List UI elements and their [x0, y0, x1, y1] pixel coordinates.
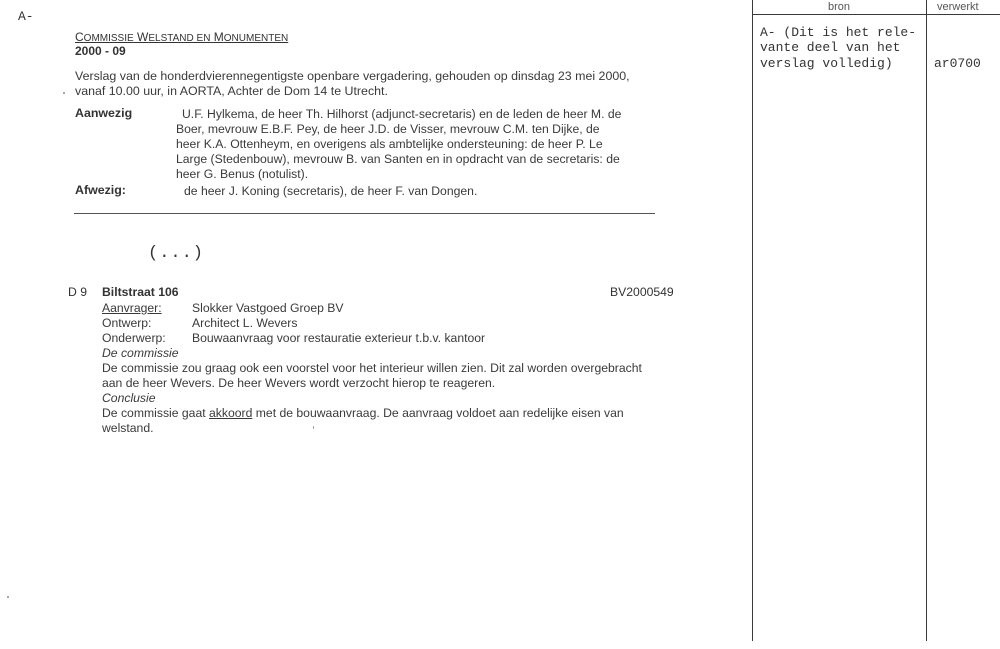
conclusion-text-post: met de bouwaanvraag. De aanvraag voldoet aan redelijke eisen van: [252, 406, 624, 420]
omission-marker: (...): [148, 244, 205, 263]
design-value: Architect L. Wevers: [192, 316, 298, 330]
source-note-line-3: verslag volledig): [760, 56, 893, 71]
corner-marker: A-: [18, 9, 34, 24]
commission-line-1: De commissie zou graag ook een voorstel voor het interieur willen zien. Dit zal worden overgebracht: [102, 361, 642, 375]
document-number: 2000 - 09: [75, 44, 126, 58]
table-border-left: [752, 0, 753, 641]
subject-label: Onderwerp:: [102, 331, 166, 345]
table-border-middle: [926, 0, 927, 641]
present-line-3: heer K.A. Ottenheym, en overigens als ambtelijke ondersteuning: de heer P. Le: [176, 137, 603, 151]
source-note-line-2: vante deel van het: [760, 40, 901, 55]
conclusion-heading: Conclusie: [102, 391, 156, 405]
conclusion-line-1: [102, 406, 624, 420]
org-letter-w: W: [137, 30, 149, 44]
processed-code: ar0700: [934, 56, 981, 71]
org-word-3: ONUMENTEN: [223, 33, 289, 44]
present-line-2: Boer, mevrouw E.B.F. Pey, de heer J.D. de Visser, mevrouw C.M. ten Dijke, de: [176, 122, 600, 136]
column-header-verwerkt: verwerkt: [937, 1, 979, 13]
org-word-2: ELSTAND EN: [148, 33, 211, 44]
present-label: Aanwezig: [75, 106, 133, 120]
intro-line-2: vanaf 10.00 uur, in AORTA, Achter de Dom 14 te Utrecht.: [75, 84, 388, 98]
applicant-label: Aanvrager:: [102, 301, 162, 315]
conclusion-verdict: akkoord: [209, 406, 253, 420]
present-line-5: heer G. Benus (notulist).: [176, 167, 309, 181]
present-line-1: U.F. Hylkema, de heer Th. Hilhorst (adjunct-secretaris) en de leden de heer M. de: [182, 107, 622, 121]
commission-heading: De commissie: [102, 346, 179, 360]
org-word-1: OMMISSIE: [83, 33, 134, 44]
item-title: Biltstraat 106: [102, 285, 179, 299]
table-header-rule: [752, 14, 1000, 15]
intro-line-1: Verslag van de honderdvierennegentigste openbare vergadering, gehouden op dinsdag 23 mei 2000,: [75, 69, 630, 83]
section-divider: [74, 213, 655, 214]
scan-speck: [63, 92, 65, 94]
item-reference: BV2000549: [610, 285, 674, 299]
conclusion-text-pre: De commissie gaat: [102, 406, 210, 420]
applicant-value: Slokker Vastgoed Groep BV: [192, 301, 344, 315]
scan-speck: [313, 426, 314, 429]
commission-line-2: aan de heer Wevers. De heer Wevers wordt verzocht hierop te reageren.: [102, 376, 496, 390]
subject-value: Bouwaanvraag voor restauratie exterieur t.b.v. kantoor: [192, 331, 486, 345]
present-line-4: Large (Stedenbouw), mevrouw B. van Santen en in opdracht van de secretaris: de: [176, 152, 620, 166]
org-letter-c: C: [75, 30, 84, 44]
column-header-bron: bron: [828, 1, 851, 13]
item-code: D 9: [68, 285, 87, 299]
org-letter-m: M: [213, 30, 224, 44]
design-label: Ontwerp:: [102, 316, 152, 330]
organization-name: [75, 30, 288, 44]
absent-label: Afwezig:: [75, 183, 126, 197]
absent-line: de heer J. Koning (secretaris), de heer F. van Dongen.: [184, 184, 478, 198]
conclusion-line-2: welstand.: [102, 421, 154, 435]
source-note-line-1: A- (Dit is het rele-: [760, 25, 917, 40]
scan-speck: [7, 596, 9, 598]
